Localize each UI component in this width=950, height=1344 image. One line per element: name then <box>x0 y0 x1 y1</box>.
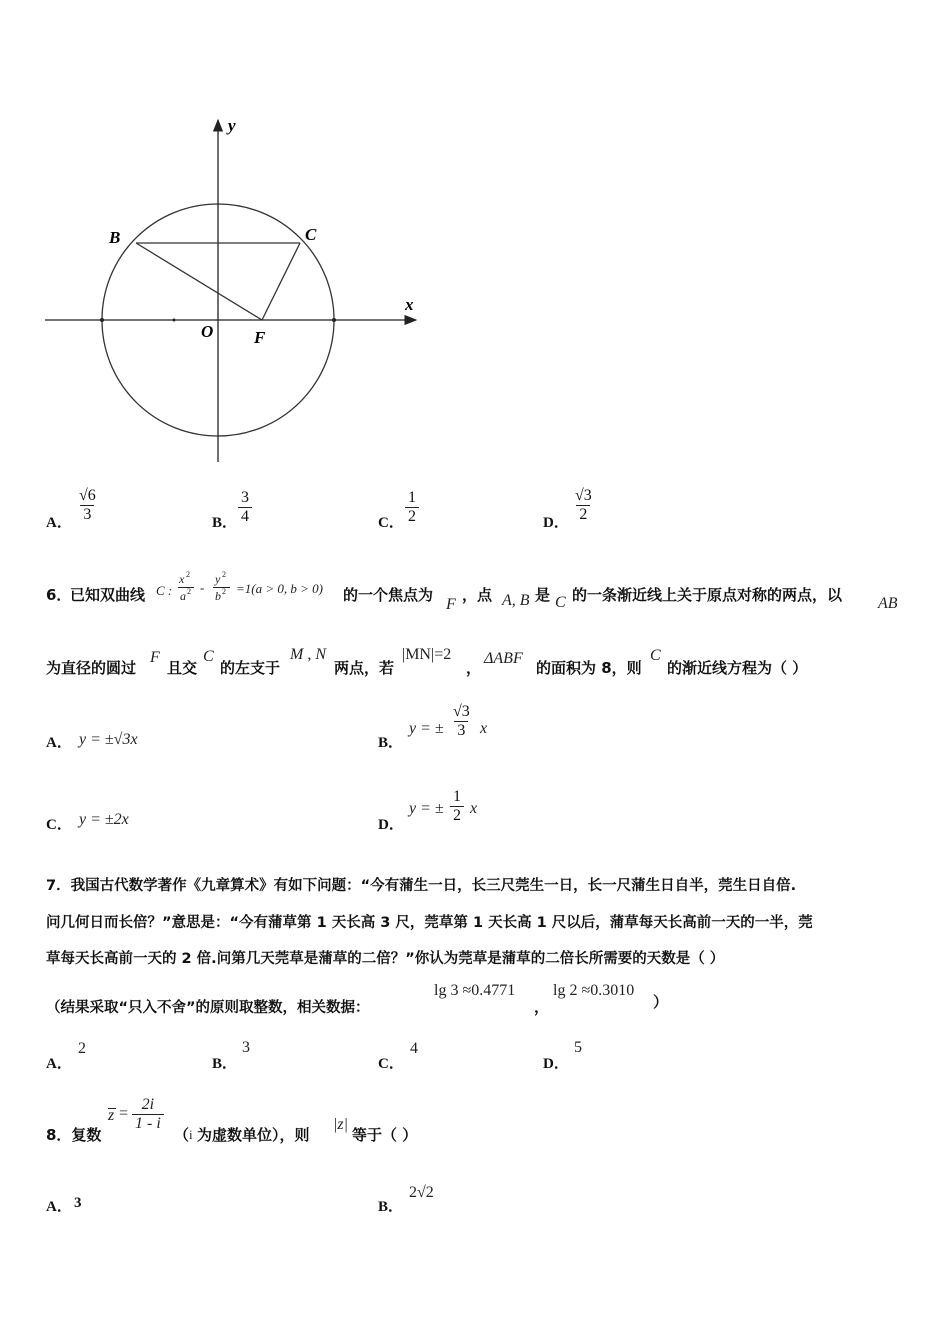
fraction-numerator: 1 <box>453 788 461 805</box>
geometry-figure <box>0 0 460 480</box>
q7-close: ） <box>653 993 669 1011</box>
q6-number: 6． <box>46 586 72 604</box>
label-f: F <box>254 328 266 347</box>
q6-triangle: ΔABF <box>484 650 523 667</box>
option-suffix: x <box>480 720 488 737</box>
option-letter: A． <box>46 1199 72 1215</box>
point-right <box>332 318 336 322</box>
eq-a: a <box>180 589 186 603</box>
q7-line-1: 7．我国古代数学著作《九章算术》有如下问题：“今有蒲生一日，长三尺莞生一日，长一尺蒲生日自半，莞生日自倍. <box>46 878 797 894</box>
option-fraction <box>238 489 252 527</box>
q7-line-2: 问几何日而长倍？”意思是：“今有蒲草第 1 天长高 3 尺，莞草第 1 天长高 1 尺以后，蒲草每天长高前一天的一半，莞 <box>46 915 813 931</box>
q6-c3: C <box>650 647 661 664</box>
q6-text-10: ， <box>466 659 482 677</box>
eq-c: C : <box>156 583 173 598</box>
q6-ab-points: A, B <box>502 592 530 609</box>
option-fraction <box>572 487 595 525</box>
fraction-numerator: 3 <box>241 489 249 506</box>
q6-c: C <box>555 594 566 611</box>
option-fraction <box>450 788 464 826</box>
label-o: O <box>201 322 214 341</box>
option-letter: A． <box>46 515 72 531</box>
option-value: 3 <box>242 1039 250 1056</box>
eq-sup: 2 <box>187 587 191 596</box>
q8-text-2: 为虚数单位），则 <box>197 1126 310 1144</box>
option-letter: C． <box>378 515 404 531</box>
q6-text-2: 的一个焦点为 <box>343 586 434 604</box>
fraction-numerator: √6 <box>79 487 96 504</box>
z-conjugate: z <box>108 1107 115 1124</box>
fraction-denominator: 2 <box>450 806 464 825</box>
q6-c2: C <box>203 648 214 665</box>
q6-text-7: 且交 <box>167 659 198 677</box>
option-fraction <box>76 487 99 525</box>
eq-y: y <box>215 572 221 586</box>
option-fraction <box>450 703 473 741</box>
q6-text-1: 已知双曲线 <box>70 586 146 604</box>
point-tick <box>173 319 176 322</box>
option-prefix: y = ± <box>409 800 444 817</box>
fraction-denominator: 1 - i <box>132 1114 164 1133</box>
option-letter: C． <box>378 1056 404 1072</box>
option-letter: D． <box>543 1056 569 1072</box>
q6-ab: AB <box>878 595 898 612</box>
fraction-denominator: 3 <box>454 721 468 740</box>
option-value: y = ±2x <box>79 811 129 828</box>
option-prefix: y = ± <box>409 720 444 737</box>
fraction-numerator: √3 <box>575 487 592 504</box>
option-letter: B． <box>378 735 404 751</box>
label-c: C <box>305 225 317 244</box>
option-value: 2 <box>78 1040 86 1057</box>
q8-text-3: 等于（ ） <box>352 1126 418 1144</box>
q7-lg2: lg 2 ≈0.3010 <box>553 982 635 999</box>
option-letter: B． <box>212 1056 238 1072</box>
q8-text-1: （ <box>174 1126 190 1144</box>
q6-f: F <box>446 596 456 613</box>
option-value: 4 <box>410 1040 418 1057</box>
q6-text-9: 两点，若 <box>334 659 395 677</box>
q6-text-3: ，点 <box>462 586 493 604</box>
q8-abs-z: |z| <box>333 1116 349 1133</box>
option-letter: B． <box>212 515 238 531</box>
q7-lg3: lg 3 ≈0.4771 <box>434 982 516 999</box>
point-left <box>100 318 104 322</box>
q6-text-5: 的一条渐近线上关于原点对称的两点，以 <box>572 586 843 604</box>
q7-line-3: 草每天长高前一天的 2 倍.问第几天莞草是蒲草的二倍？”你认为莞草是蒲草的二倍长所需要的天数是（ ） <box>46 951 725 967</box>
eq-minus: - <box>200 580 205 595</box>
segment-bf <box>136 243 262 320</box>
eq-rest: =1(a > 0, b > 0) <box>236 581 323 596</box>
eq-sup: 2 <box>222 570 226 579</box>
option-value: 5 <box>574 1039 582 1056</box>
option-fraction <box>405 489 419 527</box>
q6-mn: M , N <box>290 646 326 663</box>
fraction-numerator: 1 <box>408 489 416 506</box>
option-value: 3 <box>74 1195 82 1211</box>
q8-i: i <box>189 1127 193 1142</box>
eq-sup: 2 <box>222 587 226 596</box>
q6-text-8: 的左支于 <box>220 659 281 677</box>
fraction-denominator: 4 <box>238 507 252 526</box>
eq-sup: 2 <box>186 570 190 579</box>
q8-fraction <box>132 1096 164 1134</box>
option-letter: B． <box>378 1199 404 1215</box>
option-value: y = ±√3x <box>79 731 138 748</box>
option-value: 2√2 <box>409 1184 434 1201</box>
q7-line-4: （结果采取“只入不舍”的原则取整数，相关数据： <box>46 1000 370 1016</box>
label-y: y <box>228 116 236 135</box>
eq-b: b <box>215 589 221 603</box>
option-letter: A． <box>46 1056 72 1072</box>
q6-f2: F <box>150 649 160 666</box>
q6-text-6: 为直径的圆过 <box>46 659 137 677</box>
fraction-numerator: √3 <box>453 703 470 720</box>
label-b: B <box>109 228 121 247</box>
fraction-denominator: 2 <box>576 505 590 524</box>
option-letter: D． <box>543 515 569 531</box>
option-suffix: x <box>470 800 478 817</box>
option-letter: A． <box>46 735 72 751</box>
q6-text-12: 的渐近线方程为（ ） <box>667 659 808 677</box>
option-letter: C． <box>46 817 72 833</box>
q6-mn-length: |MN|=2 <box>402 646 452 663</box>
equals: = <box>119 1105 129 1122</box>
eq-x: x <box>179 572 185 586</box>
q7-comma: ， <box>534 998 550 1016</box>
q6-text-4: 是 <box>535 586 551 604</box>
q6-text-11: 的面积为 8，则 <box>536 659 642 677</box>
fraction-numerator: 2i <box>141 1096 155 1113</box>
frac-bar <box>178 587 194 588</box>
fraction-denominator: 2 <box>405 507 419 526</box>
q8-equation <box>108 1094 174 1150</box>
option-letter: D． <box>378 817 404 833</box>
q8-number: 8．复数 <box>46 1126 102 1144</box>
label-x: x <box>405 295 414 314</box>
fraction-denominator: 3 <box>80 505 94 524</box>
segment-cf <box>262 243 300 320</box>
